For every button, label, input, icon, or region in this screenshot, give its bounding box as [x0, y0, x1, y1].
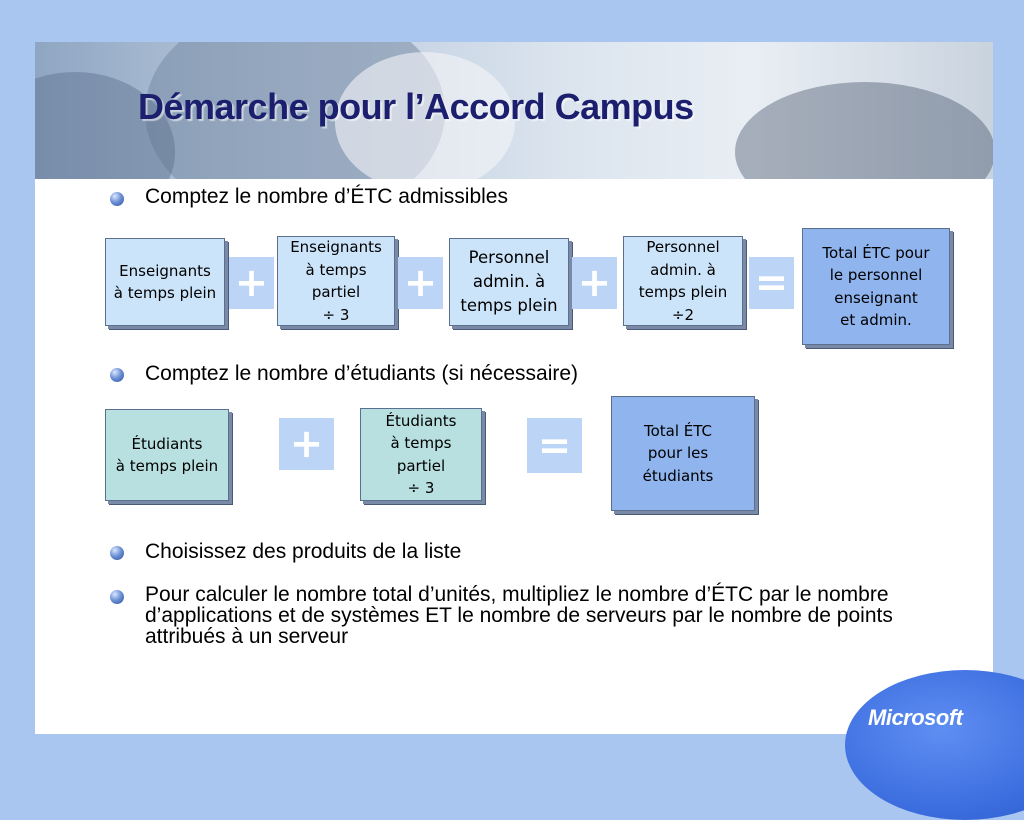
slide-title: Démarche pour l’Accord Campus: [138, 86, 694, 127]
bullet-icon: [110, 368, 124, 382]
plus-operator: +: [572, 257, 617, 309]
box-part-time-teachers: Enseignants à temps partiel ÷ 3: [277, 236, 395, 326]
box-part-time-students: Étudiants à temps partiel ÷ 3: [360, 408, 482, 501]
box-part-time-admin-staff: Personnel admin. à temps plein ÷2: [623, 236, 743, 326]
box-full-time-admin-staff: Personnel admin. à temps plein: [449, 238, 569, 326]
microsoft-logo: Microsoft: [868, 705, 963, 730]
plus-operator: +: [398, 257, 443, 309]
equals-operator: =: [527, 418, 582, 473]
plus-operator: +: [279, 418, 334, 470]
bullet-text-count-fte: Comptez le nombre d’ÉTC admissibles: [145, 185, 508, 208]
box-full-time-teachers: Enseignants à temps plein: [105, 238, 225, 326]
bullet-icon: [110, 546, 124, 560]
bullet-text-calculate-units: Pour calculer le nombre total d’unités, multipliez le nombre d’ÉTC par le nombre d’applications et de systèmes ET le nombre de serveurs par le nombre de points attribués à un serveur: [145, 583, 893, 648]
bullet-text-choose-products: Choisissez des produits de la liste: [145, 540, 462, 563]
bullet-icon: [110, 192, 124, 206]
box-full-time-students: Étudiants à temps plein: [105, 409, 229, 501]
box-total-fte-students: Total ÉTC pour les étudiants: [611, 396, 755, 511]
bullet-icon: [110, 590, 124, 604]
equals-operator: =: [749, 257, 794, 309]
box-total-fte-staff: Total ÉTC pour le personnel enseignant et admin.: [802, 228, 950, 345]
plus-operator: +: [229, 257, 274, 309]
bullet-text-count-students: Comptez le nombre d’étudiants (si nécessaire): [145, 362, 579, 385]
